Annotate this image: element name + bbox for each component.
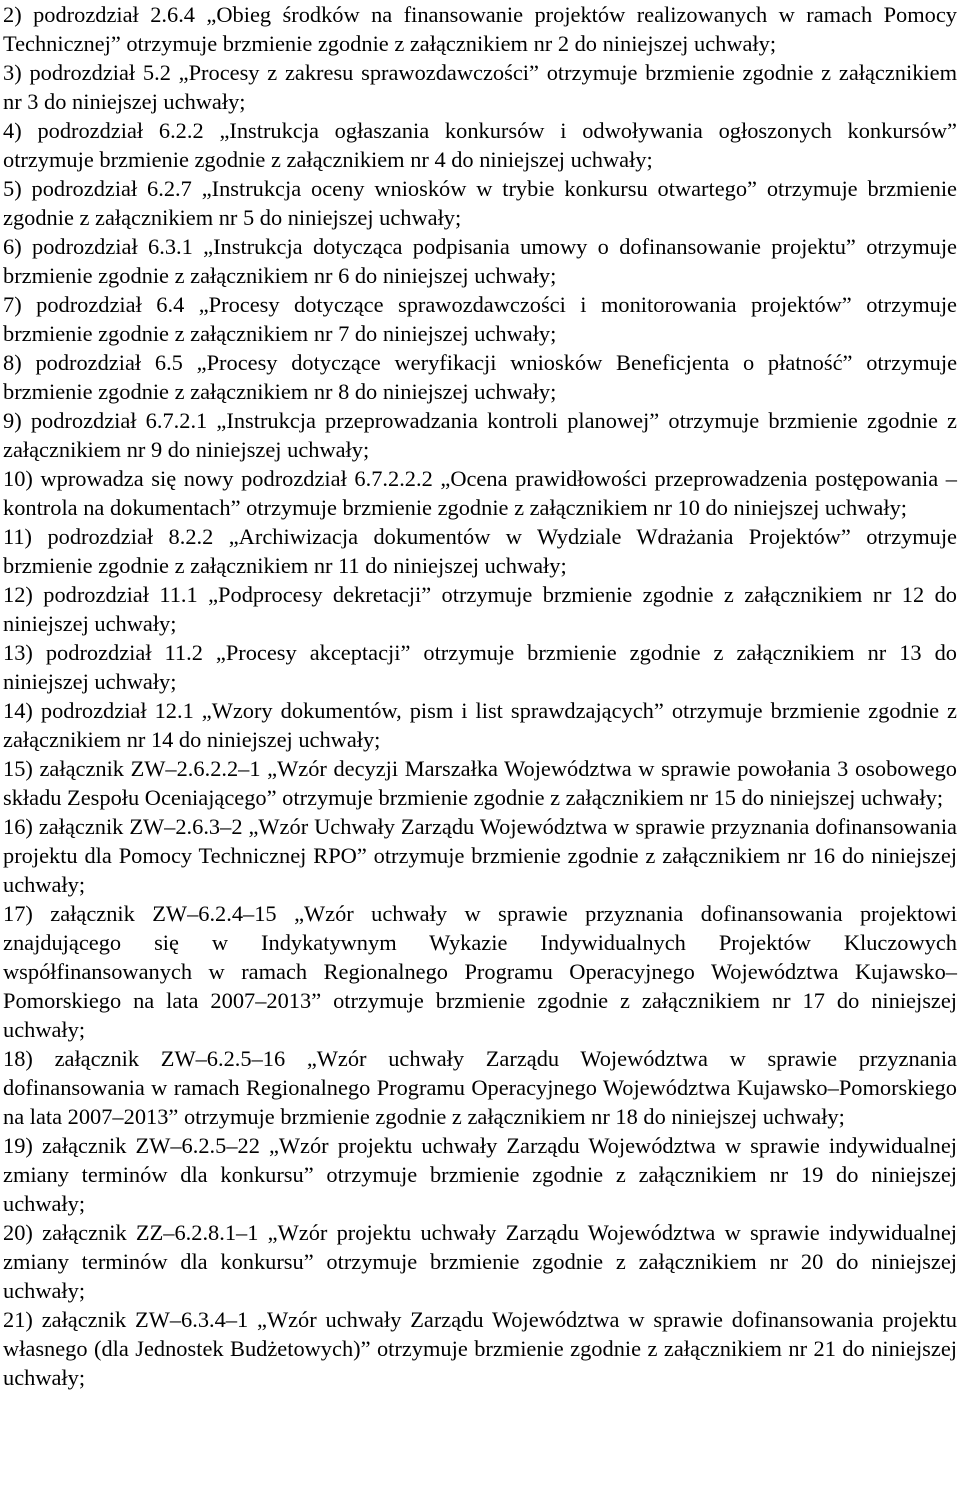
list-item-text: podrozdział 11.1 „Podprocesy dekretacji” otrzymuje brzmienie zgodnie z załącznikiem nr 12 do niniejszej uchwały; [3, 582, 957, 636]
list-item-number: 2) [3, 2, 22, 27]
list-item-text: podrozdział 6.4 „Procesy dotyczące sprawozdawczości i monitorowania projektów” otrzymuje brzmienie zgodnie z załącznikiem nr 7 do niniejszej uchwały; [3, 292, 957, 346]
list-item-number: 14) [3, 698, 33, 723]
list-item [3, 522, 957, 580]
list-item [3, 58, 957, 116]
list-item-number: 10) [3, 466, 33, 491]
list-item-text: wprowadza się nowy podrozdział 6.7.2.2.2 „Ocena prawidłowości przeprowadzenia postępowania – kontrola na dokumentach” otrzymuje brzmienie zgodnie z załącznikiem nr 10 do niniejszej uchwały; [3, 466, 957, 520]
list-item-number: 3) [3, 60, 22, 85]
list-item-text: załącznik ZW–6.3.4–1 „Wzór uchwały Zarządu Województwa w sprawie dofinansowania projektu własnego (dla Jednostek Budżetowych)” otrzymuje brzmienie zgodnie z załącznikiem nr 21 do niniejszej uchwały; [3, 1307, 957, 1390]
list-item [3, 899, 957, 1044]
list-item-number: 7) [3, 292, 22, 317]
list-item [3, 116, 957, 174]
list-item [3, 1305, 957, 1392]
list-item-number: 6) [3, 234, 22, 259]
list-item [3, 348, 957, 406]
list-item-text: podrozdział 12.1 „Wzory dokumentów, pism i list sprawdzających” otrzymuje brzmienie zgodnie z załącznikiem nr 14 do niniejszej uchwały; [3, 698, 957, 752]
list-item-number: 8) [3, 350, 22, 375]
list-item [3, 1044, 957, 1131]
list-item [3, 1131, 957, 1218]
list-item-number: 20) [3, 1220, 33, 1245]
list-item [3, 1218, 957, 1305]
list-item [3, 696, 957, 754]
list-item-text: podrozdział 6.3.1 „Instrukcja dotycząca podpisania umowy o dofinansowanie projektu” otrzymuje brzmienie zgodnie z załącznikiem nr 6 do niniejszej uchwały; [3, 234, 957, 288]
list-item-text: podrozdział 2.6.4 „Obieg środków na finansowanie projektów realizowanych w ramach Pomocy Technicznej” otrzymuje brzmienie zgodnie z załącznikiem nr 2 do niniejszej uchwały; [3, 2, 957, 56]
list-item-number: 15) [3, 756, 33, 781]
list-item [3, 232, 957, 290]
list-item-text: załącznik ZW–2.6.2.2–1 „Wzór decyzji Marszałka Województwa w sprawie powołania 3 osobowego składu Zespołu Oceniającego” otrzymuje brzmienie zgodnie z załącznikiem nr 15 do niniejszej uchwały; [3, 756, 957, 810]
list-item-number: 11) [3, 524, 33, 549]
list-item-number: 4) [3, 118, 22, 143]
list-item-text: podrozdział 6.7.2.1 „Instrukcja przeprowadzania kontroli planowej” otrzymuje brzmienie zgodnie z załącznikiem nr 9 do niniejszej uchwały; [3, 408, 957, 462]
list-item-text: załącznik ZW–2.6.3–2 „Wzór Uchwały Zarządu Województwa w sprawie przyznania dofinansowania projektu dla Pomocy Technicznej RPO” otrzymuje brzmienie zgodnie z załącznikiem nr 16 do niniejszej uchwały; [3, 814, 957, 897]
list-item [3, 754, 957, 812]
list-item-text: załącznik ZW–6.2.5–16 „Wzór uchwały Zarządu Województwa w sprawie przyznania dofinansowania w ramach Regionalnego Programu Operacyjnego Województwa Kujawsko–Pomorskiego na lata 2007–2013” otrzymuje brzmienie zgodnie z załącznikiem nr 18 do niniejszej uchwały; [3, 1046, 957, 1129]
list-item-text: załącznik ZW–6.2.5–22 „Wzór projektu uchwały Zarządu Województwa w sprawie indywidualnej zmiany terminów dla konkursu” otrzymuje brzmienie zgodnie z załącznikiem nr 19 do niniejszej uchwały; [3, 1133, 957, 1216]
list-item [3, 290, 957, 348]
list-item [3, 406, 957, 464]
list-item [3, 464, 957, 522]
list-item [3, 812, 957, 899]
list-item-number: 21) [3, 1307, 33, 1332]
list-item-text: podrozdział 8.2.2 „Archiwizacja dokumentów w Wydziale Wdrażania Projektów” otrzymuje brzmienie zgodnie z załącznikiem nr 11 do niniejszej uchwały; [3, 524, 957, 578]
list-item-text: podrozdział 6.5 „Procesy dotyczące weryfikacji wniosków Beneficjenta o płatność” otrzymuje brzmienie zgodnie z załącznikiem nr 8 do niniejszej uchwały; [3, 350, 958, 404]
list-item [3, 0, 957, 58]
list-item-text: podrozdział 5.2 „Procesy z zakresu sprawozdawczości” otrzymuje brzmienie zgodnie z załącznikiem nr 3 do niniejszej uchwały; [3, 60, 957, 114]
list-item-number: 5) [3, 176, 22, 201]
list-item-number: 13) [3, 640, 33, 665]
list-item-number: 17) [3, 901, 33, 926]
list-item [3, 638, 957, 696]
list-item-number: 19) [3, 1133, 33, 1158]
list-item-text: podrozdział 6.2.2 „Instrukcja ogłaszania konkursów i odwoływania ogłoszonych konkursów” otrzymuje brzmienie zgodnie z załącznikiem nr 4 do niniejszej uchwały; [3, 118, 957, 172]
list-item [3, 580, 957, 638]
list-item-text: podrozdział 6.2.7 „Instrukcja oceny wniosków w trybie konkursu otwartego” otrzymuje brzmienie zgodnie z załącznikiem nr 5 do niniejszej uchwały; [3, 176, 957, 230]
list-item-number: 16) [3, 814, 33, 839]
list-item [3, 174, 957, 232]
list-item-text: załącznik ZZ–6.2.8.1–1 „Wzór projektu uchwały Zarządu Województwa w sprawie indywidualnej zmiany terminów dla konkursu” otrzymuje brzmienie zgodnie z załącznikiem nr 20 do niniejszej uchwały; [3, 1220, 957, 1303]
list-item-text: załącznik ZW–6.2.4–15 „Wzór uchwały w sprawie przyznania dofinansowania projektowi znajdującego się w Indykatywnym Wykazie Indywidualnych Projektów Kluczowych współfinansowanych w ramach Regionalnego Programu Operacyjnego Województwa Kujawsko–Pomorskiego na lata 2007–2013” otrzymuje brzmienie zgodnie z załącznikiem nr 17 do niniejszej uchwały; [3, 901, 957, 1042]
list-item-number: 9) [3, 408, 22, 433]
list-item-text: podrozdział 11.2 „Procesy akceptacji” otrzymuje brzmienie zgodnie z załącznikiem nr 13 do niniejszej uchwały; [3, 640, 957, 694]
list-item-number: 12) [3, 582, 33, 607]
list-item-number: 18) [3, 1046, 33, 1071]
